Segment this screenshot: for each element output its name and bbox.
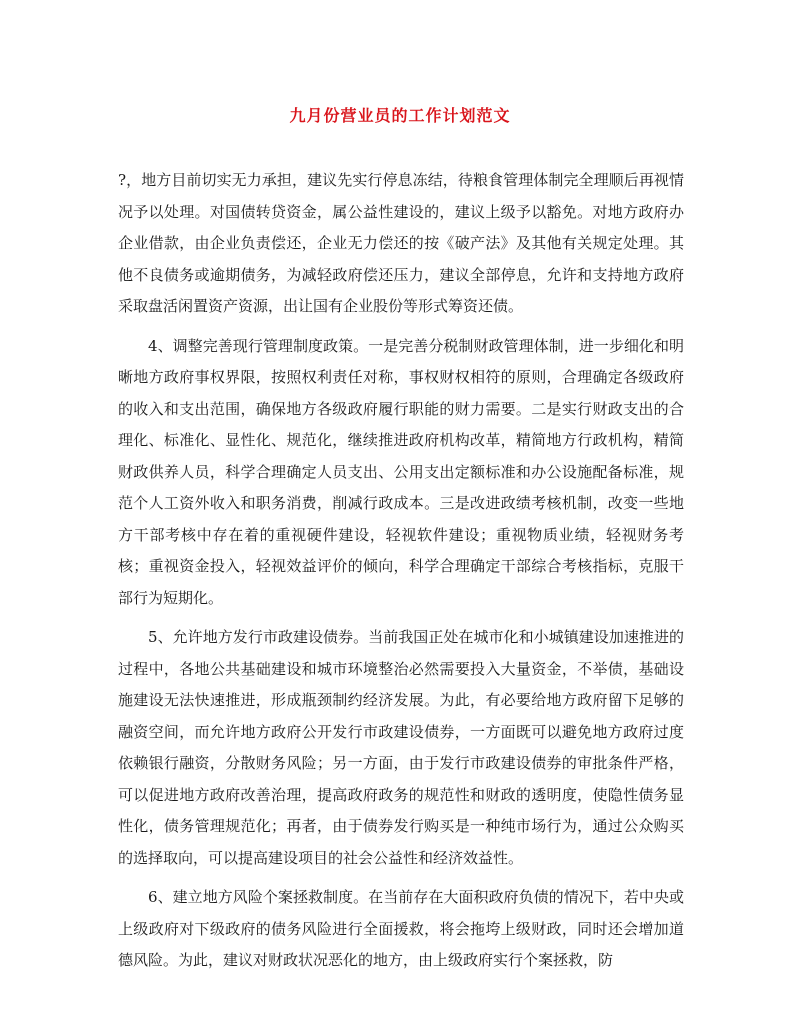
paragraph-rescue-system: 6、建立地方风险个案拯救制度。在当前存在大面积政府负债的情况下，若中央或上级政府对下级政府的债务风险进行全面援救，将会拖垮上级财政，同时还会增加道德风险。为此，建议对财政状况恶化的地方，由上级政府实行个案拯救，防	[118, 888, 684, 969]
paragraph-municipal-bonds: 5、允许地方发行市政建设债券。当前我国正处在城市化和小城镇建设加速推进的过程中，各地公共基础建设和城市环境整治必然需要投入大量资金，不举债，基础设施建设无法快速推进，形成瓶颈制约经济发展。为此，有必要给地方政府留下足够的融资空间，而允许地方政府公开发行市政建设债券，一方面既可以避免地方政府过度依赖银行融资，分散财务风险；另一方面，由于发行市政建设债券的审批条件严格，可以促进地方政府改善治理，提高政府政务的规范性和财政的透明度，使隐性债务显性化，债务管理规范化；再者，由于债券发行购买是一种纯市场行为，通过公众购买的选择取向，可以提高建设项目的社会公益性和经济效益性。	[118, 628, 684, 867]
document-body	[118, 165, 684, 985]
document-title: 九月份营业员的工作计划范文	[289, 106, 511, 125]
paragraph-management-policy: 4、调整完善现行管理制度政策。一是完善分税制财政管理体制，进一步细化和明晰地方政府事权界限，按照权利责任对称，事权财权相符的原则，合理确定各级政府的收入和支出范围，确保地方各级政府履行职能的财力需要。二是实行财政支出的合理化、标准化、显性化、规范化，继续推进政府机构改革，精简地方行政机构，精简财政供养人员，科学合理确定人员支出、公用支出定额标准和办公设施配备标准，规范个人工资外收入和职务消费，削减行政成本。三是改进政绩考核机制，改变一些地方干部考核中存在着的重视硬件建设，轻视软件建设；重视物质业绩，轻视财务考核；重视资金投入，轻视效益评价的倾向，科学合理确定干部综合考核指标，克服干部行为短期化。	[118, 336, 684, 607]
paragraph-debt-handling: ?，地方目前切实无力承担，建议先实行停息冻结，待粮食管理体制完全理顺后再视情况予以处理。对国债转贷资金，属公益性建设的，建议上级予以豁免。对地方政府办企业借款，由企业负责偿还，企业无力偿还的按《破产法》及其他有关规定处理。其他不良债务或逾期债务，为减轻政府偿还压力，建议全部停息，允许和支持地方政府采取盘活闲置资产资源，出让国有企业股份等形式筹资还债。	[118, 171, 684, 315]
